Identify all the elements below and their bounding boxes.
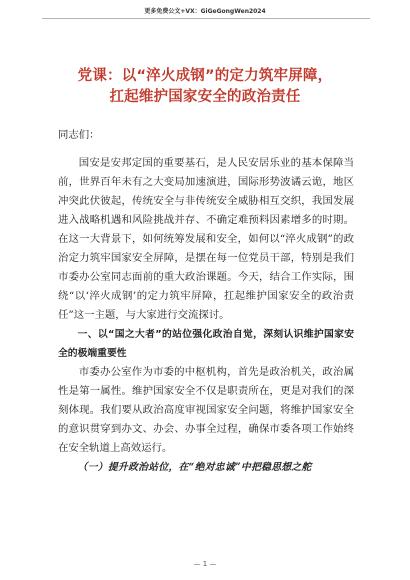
salutation: 同志们： <box>58 129 100 141</box>
paragraph-section-1: 市委办公室作为市委的中枢机构，首先是政治机关，政治属性是第一属性。维护国家安全不仅是职责所在，更是对我们的深刻体现。我们要从政治高度审视国家安全问题，将维护国家安全的意识贯穿到办文、办会、办事全过程，确保市委各项工作始终在安全轨道上高效运行。 <box>58 366 354 454</box>
header-divider <box>42 18 370 19</box>
title-line-2: 扛起维护国家安全的政治责任 <box>109 89 301 105</box>
document-body <box>58 126 354 477</box>
document-title <box>30 66 380 108</box>
title-line-1: 党课：以“淬火成钢”的定力筑牢屏障， <box>77 68 333 84</box>
section-heading-1: 一、以“国之大者”的站位强化政治自觉，深刻认识维护国家安全的极端重要性 <box>58 329 354 359</box>
paragraph-intro: 国安是安邦定国的重要基石，是人民安居乐业的基本保障当前，世界百年未有之大变局加速演进，国际形势波谲云诡，地区冲突此伏彼起，传统安全与非传统安全威胁相互交织，我国发展进入战略机遇和风险挑战并存、不确定难预料因素增多的时期。在这一大背景下，如何统筹发展和安全，如何以“淬火成钢”的政治定力筑牢国家安全屏障，是摆在每一位党员干部，特别是我们市委办公室同志面前的重大政治课题。今天，结合工作实际，围绕“以‘淬火成钢’的定力筑牢屏障，扛起维护国家安全的政治责任”这一主题，与大家进行交流探讨。 <box>58 157 354 321</box>
page-number: — 1 — <box>193 560 217 568</box>
header-note: 更多免费公文+VX：GiGeGongWen2024 <box>144 8 266 15</box>
subsection-heading-1: （一）提升政治站位，在“绝对忠诚”中把稳思想之舵 <box>77 462 312 473</box>
